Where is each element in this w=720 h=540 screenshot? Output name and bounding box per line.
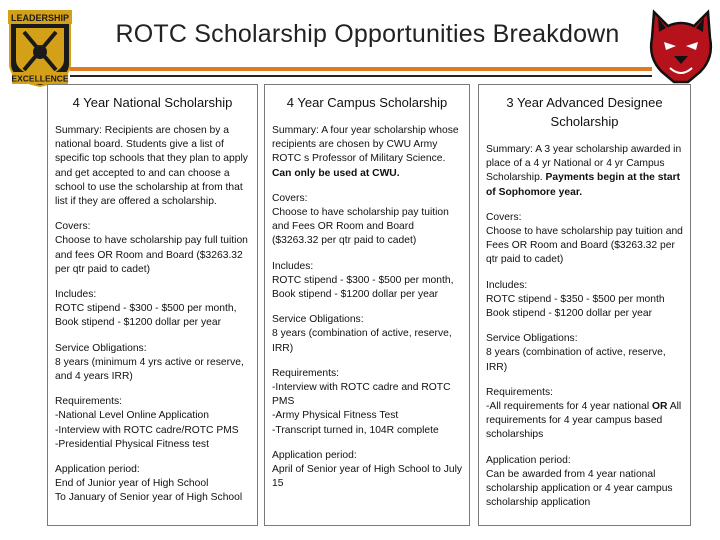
includes-section [55, 288, 250, 331]
black-divider [70, 75, 652, 77]
includes-label: Includes: [486, 279, 528, 291]
application-text: April of Senior year of High School to July 15 [272, 464, 463, 490]
rotc-shield-logo [6, 8, 74, 88]
orange-divider [70, 67, 652, 71]
includes-label: Includes: [55, 289, 97, 301]
requirements-section [486, 386, 683, 443]
application-section [55, 463, 250, 506]
covers-label: Covers: [486, 211, 522, 223]
requirements-label: Requirements: [55, 396, 122, 408]
column-heading: 4 Year National Scholarship [72, 95, 233, 110]
requirements-section [55, 395, 250, 452]
covers-label: Covers: [272, 192, 308, 204]
summary-bold-text: Payments begin at the start of Sophomore year. [486, 172, 681, 198]
includes-section [486, 279, 683, 322]
summary-label: Summary: [272, 125, 319, 136]
application-label: Application period: [486, 454, 571, 466]
service-label: Service Obligations: [55, 342, 147, 354]
includes-text: ROTC stipend - $350 - $500 per month Book stipend - $1200 dollar per year [486, 293, 665, 320]
service-text: 8 years (combination of active, reserve, IRR) [486, 347, 666, 373]
requirements-label: Requirements: [272, 367, 339, 379]
includes-section [272, 260, 462, 303]
application-text: End of Junior year of High School To January of Senior year of High School [55, 478, 243, 504]
application-section [272, 449, 462, 492]
covers-section [486, 211, 683, 268]
wildcat-logo [644, 8, 718, 86]
service-text: 8 years (combination of active, reserve, IRR) [272, 328, 452, 354]
national-scholarship-column [47, 84, 258, 526]
requirements-text: -All requirements for 4 year national [486, 401, 650, 413]
advanced-designee-column [478, 84, 691, 526]
covers-text: Choose to have scholarship pay tuition and Fees OR Room and Board ($3263.32 per qtr paid to cadet) [272, 207, 449, 247]
service-section [272, 313, 462, 356]
requirements-or: OR [652, 401, 668, 413]
column-heading: 3 Year Advanced Designee Scholarship [506, 95, 663, 129]
service-label: Service Obligations: [272, 314, 364, 326]
summary-label: Summary: [486, 144, 533, 155]
column-heading: 4 Year Campus Scholarship [286, 95, 448, 110]
service-text: 8 years (minimum 4 yrs active or reserve, and 4 years IRR) [55, 356, 244, 383]
application-label: Application period: [55, 464, 140, 476]
application-section [486, 454, 683, 511]
summary-section [55, 124, 250, 209]
logo-bottom-text: EXCELLENCE [11, 73, 69, 84]
service-section [486, 332, 683, 375]
application-label: Application period: [272, 449, 357, 461]
campus-scholarship-column [264, 84, 470, 526]
includes-text: ROTC stipend - $300 - $500 per month, Book stipend - $1200 dollar per year [272, 274, 454, 301]
service-section [55, 342, 250, 385]
requirements-text: -Interview with ROTC cadre and ROTC PMS -Army Physical Fitness Test -Transcript turned in, 104R complete [272, 382, 451, 436]
includes-text: ROTC stipend - $300 - $500 per month, Book stipend - $1200 dollar per year [55, 303, 237, 329]
summary-text: A 3 year scholarship awarded in place of a 4 yr National or 4 yr Campus Scholarship. [486, 144, 682, 184]
requirements-rest: All requirements for 4 year campus based scholarships [486, 401, 682, 441]
logo-top-text: LEADERSHIP [10, 13, 70, 23]
covers-section [55, 220, 250, 277]
summary-bold-text: Can only be used at CWU. [272, 167, 400, 179]
summary-text: Recipients are chosen by a national board. Students give a list of specific top schools that they plan to apply and get accepted to and can choose a school to use the scholarship at from that list if they are offered a scholarship. [55, 125, 248, 208]
requirements-text: -National Level Online Application -Interview with ROTC cadre/ROTC PMS -Presidential Physical Fitness test [55, 410, 239, 450]
includes-label: Includes: [272, 260, 314, 272]
application-text: Can be awarded from 4 year national scholarship application or 4 year campus scholarship application [486, 468, 673, 509]
covers-section [272, 192, 462, 249]
requirements-label: Requirements: [486, 386, 553, 398]
covers-label: Covers: [55, 221, 91, 233]
summary-section [486, 143, 683, 200]
requirements-section [272, 367, 462, 438]
shield-lamp-icon [33, 45, 47, 59]
summary-text: A four year scholarship whose recipients are chosen by CWU Army ROTC s Professor of Military Science. [272, 125, 459, 165]
service-label: Service Obligations: [486, 333, 578, 345]
covers-text: Choose to have scholarship pay full tuition and fees OR Room and Board ($3263.32 per qtr paid to cadet) [55, 235, 248, 275]
summary-label: Summary: [55, 125, 102, 136]
summary-section [272, 124, 462, 181]
covers-text: Choose to have scholarship pay tuition and Fees OR Room and Board ($3263.32 per qtr paid to cadet) [486, 226, 683, 266]
page-title: ROTC Scholarship Opportunities Breakdown [115, 20, 620, 48]
